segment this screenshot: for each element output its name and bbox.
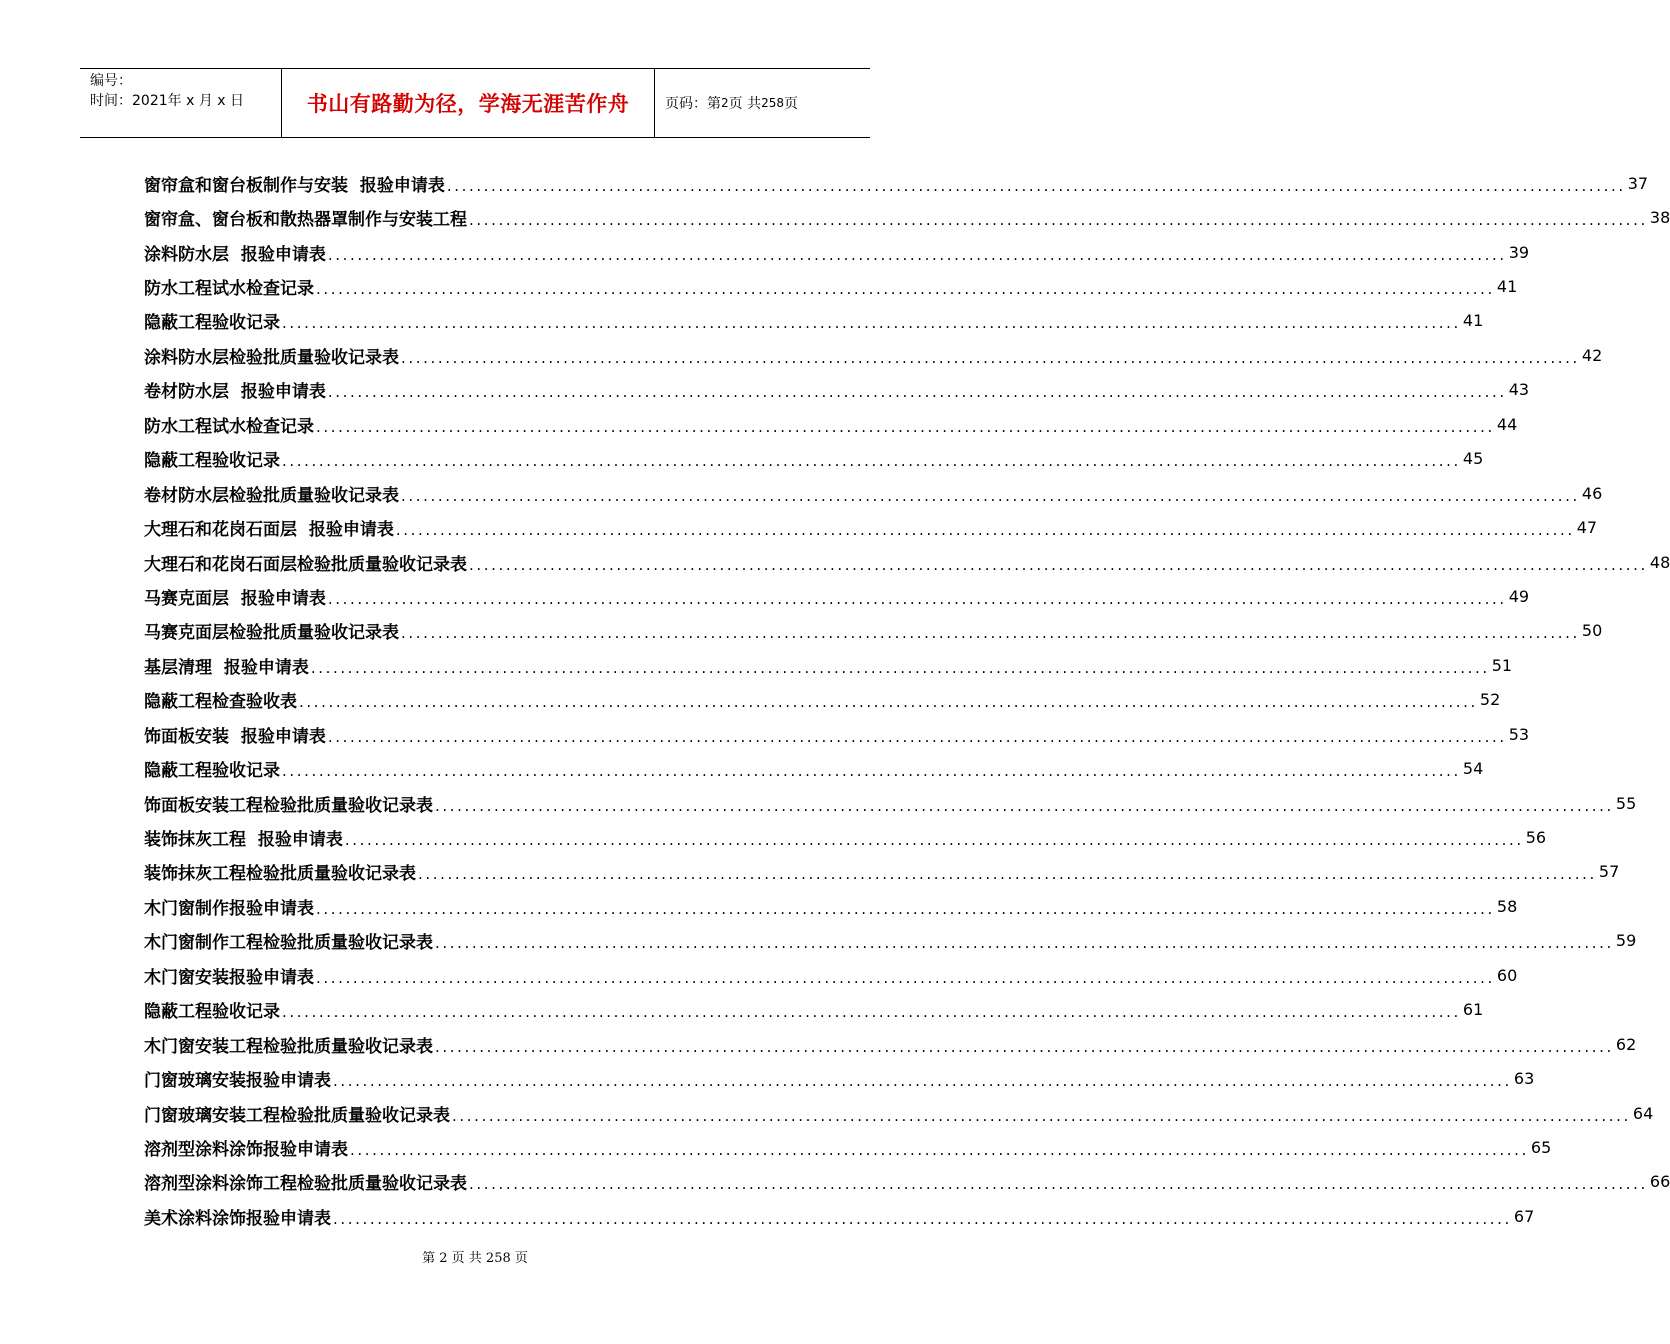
date-year: 2021 [132, 93, 168, 109]
toc-dot-leader: ................................................................................................................................................................ [350, 1140, 1529, 1159]
toc-dot-leader: ................................................................................................................................................................ [401, 486, 1580, 505]
toc-entry-page-number: 50 [1581, 621, 1603, 641]
toc-dot-leader: ................................................................................................................................................................ [333, 1072, 1512, 1091]
toc-dot-leader: ................................................................................................................................................................ [282, 1003, 1461, 1022]
header-page-info [655, 69, 870, 137]
toc-entry-page-number: 37 [1627, 173, 1649, 193]
toc-entry[interactable] [144, 958, 1518, 992]
toc-entry-page-number: 55 [1615, 793, 1637, 813]
toc-dot-leader: ................................................................................................................................................................ [327, 245, 1507, 264]
toc-dot-leader: ................................................................................................................................................................ [310, 658, 1490, 677]
toc-dot-leader: ................................................................................................................................................................ [316, 417, 1495, 436]
toc-entry-page-number: 41 [1496, 277, 1518, 297]
toc-entry[interactable] [144, 614, 1603, 648]
toc-dot-leader: ................................................................................................................................................................ [282, 452, 1461, 471]
header-meta [80, 69, 282, 137]
toc-entry-page-number: 54 [1462, 759, 1484, 779]
document-date [90, 91, 281, 111]
toc-dot-leader: ................................................................................................................................................................ [316, 968, 1495, 987]
page-current: 2 [721, 96, 729, 110]
toc-entry-title: 卷材防水层 报验申请表 [144, 382, 326, 403]
toc-entry-title: 隐蔽工程验收记录 [144, 761, 280, 782]
toc-entry-page-number: 46 [1581, 483, 1603, 503]
toc-dot-leader: ................................................................................................................................................................ [401, 348, 1580, 367]
page-mid: 页 共 [728, 96, 762, 112]
toc-dot-leader: ................................................................................................................................................................ [327, 727, 1507, 746]
toc-entry-page-number: 49 [1508, 586, 1530, 606]
toc-entry-title: 大理石和花岗石面层检验批质量验收记录表 [144, 554, 467, 575]
page-footer: 第 2 页 共 258 页 [422, 1251, 528, 1266]
toc-entry-page-number: 56 [1525, 828, 1547, 848]
toc-entry-page-number: 48 [1649, 552, 1670, 572]
toc-entry[interactable] [144, 510, 1598, 544]
toc-entry-title: 隐蔽工程验收记录 [144, 1002, 280, 1023]
toc-dot-leader: ................................................................................................................................................................ [327, 589, 1507, 608]
date-prefix: 时间： [90, 93, 132, 109]
toc-entry[interactable] [144, 1027, 1637, 1061]
toc-entry-title: 木门窗安装报验申请表 [144, 967, 314, 988]
toc-entry[interactable] [144, 166, 1649, 200]
toc-entry[interactable] [144, 786, 1637, 820]
toc-entry-page-number: 42 [1581, 345, 1603, 365]
toc-entry-title: 涂料防水层 报验申请表 [144, 244, 326, 265]
toc-dot-leader: ................................................................................................................................................................ [446, 176, 1626, 195]
toc-entry[interactable] [144, 889, 1518, 923]
toc-entry-title: 门窗玻璃安装报验申请表 [144, 1071, 331, 1092]
toc-dot-leader: ................................................................................................................................................................ [418, 865, 1597, 884]
toc-entry-page-number: 45 [1462, 449, 1484, 469]
toc-dot-leader: ................................................................................................................................................................ [435, 934, 1614, 953]
toc-entry-page-number: 63 [1513, 1069, 1535, 1089]
toc-entry-title: 美术涂料涂饰报验申请表 [144, 1208, 331, 1229]
table-of-contents [144, 166, 1670, 1234]
toc-entry-page-number: 61 [1462, 1000, 1484, 1020]
toc-entry-title: 防水工程试水检查记录 [144, 279, 314, 300]
toc-dot-leader: ................................................................................................................................................................ [316, 280, 1495, 299]
toc-dot-leader: ................................................................................................................................................................ [452, 1106, 1631, 1125]
toc-entry-page-number: 52 [1479, 690, 1501, 710]
toc-entry-title: 木门窗制作报验申请表 [144, 898, 314, 919]
toc-dot-leader: ................................................................................................................................................................ [395, 521, 1575, 540]
toc-entry[interactable] [144, 545, 1670, 579]
toc-entry[interactable] [144, 1165, 1670, 1199]
toc-entry-page-number: 44 [1496, 414, 1518, 434]
toc-entry[interactable] [144, 304, 1484, 338]
toc-entry-title: 溶剂型涂料涂饰工程检验批质量验收记录表 [144, 1174, 467, 1195]
toc-entry[interactable] [144, 338, 1603, 372]
toc-entry-page-number: 53 [1508, 724, 1530, 744]
toc-dot-leader: ................................................................................................................................................................ [435, 796, 1614, 815]
toc-entry[interactable] [144, 648, 1513, 682]
toc-entry-title: 饰面板安装工程检验批质量验收记录表 [144, 795, 433, 816]
toc-entry-title: 防水工程试水检查记录 [144, 416, 314, 437]
toc-dot-leader: ................................................................................................................................................................ [333, 1209, 1512, 1228]
toc-entry-page-number: 64 [1632, 1103, 1654, 1123]
toc-entry-page-number: 62 [1615, 1034, 1637, 1054]
toc-dot-leader: ................................................................................................................................................................ [401, 624, 1580, 643]
toc-entry-title: 木门窗安装工程检验批质量验收记录表 [144, 1036, 433, 1057]
toc-entry-title: 装饰抹灰工程 报验申请表 [144, 830, 343, 851]
toc-entry-title: 溶剂型涂料涂饰报验申请表 [144, 1139, 348, 1160]
toc-entry-title: 饰面板安装 报验申请表 [144, 726, 326, 747]
toc-entry[interactable] [144, 442, 1484, 476]
toc-entry-title: 大理石和花岗石面层 报验申请表 [144, 520, 394, 541]
toc-entry-title: 装饰抹灰工程检验批质量验收记录表 [144, 864, 416, 885]
toc-entry[interactable] [144, 407, 1518, 441]
toc-entry[interactable] [144, 579, 1530, 613]
toc-entry-page-number: 65 [1530, 1137, 1552, 1157]
toc-entry-page-number: 51 [1491, 655, 1513, 675]
toc-entry-title: 木门窗制作工程检验批质量验收记录表 [144, 933, 433, 954]
date-rest: 年 x 月 x 日 [167, 93, 245, 109]
toc-entry-page-number: 43 [1508, 380, 1530, 400]
toc-entry-page-number: 60 [1496, 965, 1518, 985]
toc-entry-title: 门窗玻璃安装工程检验批质量验收记录表 [144, 1105, 450, 1126]
toc-dot-leader: ................................................................................................................................................................ [316, 899, 1495, 918]
toc-dot-leader: ................................................................................................................................................................ [435, 1037, 1614, 1056]
toc-dot-leader: ................................................................................................................................................................ [282, 762, 1461, 781]
toc-entry-page-number: 39 [1508, 242, 1530, 262]
toc-entry-page-number: 66 [1649, 1172, 1670, 1192]
toc-entry-title: 窗帘盒、窗台板和散热器罩制作与安装工程 [144, 210, 467, 231]
toc-entry[interactable] [144, 200, 1670, 234]
toc-entry[interactable] [144, 1199, 1535, 1233]
toc-entry-title: 隐蔽工程验收记录 [144, 451, 280, 472]
toc-entry-title: 隐蔽工程检查验收表 [144, 692, 297, 713]
toc-dot-leader: ................................................................................................................................................................ [469, 1175, 1648, 1194]
toc-dot-leader: ................................................................................................................................................................ [344, 831, 1524, 850]
toc-entry-title: 基层清理 报验申请表 [144, 657, 309, 678]
toc-entry-page-number: 67 [1513, 1206, 1535, 1226]
toc-entry[interactable] [144, 717, 1530, 751]
toc-entry-title: 马赛克面层检验批质量验收记录表 [144, 623, 399, 644]
toc-dot-leader: ................................................................................................................................................................ [299, 693, 1478, 712]
toc-entry[interactable] [144, 993, 1484, 1027]
toc-dot-leader: ................................................................................................................................................................ [327, 383, 1507, 402]
toc-entry-page-number: 41 [1462, 311, 1484, 331]
toc-entry-page-number: 57 [1598, 862, 1620, 882]
toc-entry-page-number: 38 [1649, 208, 1670, 228]
toc-dot-leader: ................................................................................................................................................................ [282, 314, 1461, 333]
toc-dot-leader: ................................................................................................................................................................ [469, 211, 1648, 230]
document-number-label: 编号： [90, 73, 132, 89]
toc-entry-title: 涂料防水层检验批质量验收记录表 [144, 347, 399, 368]
toc-entry[interactable] [144, 855, 1620, 889]
toc-dot-leader: ................................................................................................................................................................ [469, 555, 1648, 574]
toc-entry[interactable] [144, 1061, 1535, 1095]
toc-entry-title: 窗帘盒和窗台板制作与安装 报验申请表 [144, 175, 445, 196]
toc-entry[interactable] [144, 820, 1547, 854]
toc-entry[interactable] [144, 1130, 1552, 1164]
page-total: 258 [761, 96, 784, 110]
toc-entry-page-number: 59 [1615, 931, 1637, 951]
toc-entry[interactable] [144, 476, 1603, 510]
toc-entry[interactable] [144, 235, 1530, 269]
toc-entry-page-number: 58 [1496, 896, 1518, 916]
toc-entry[interactable] [144, 1096, 1654, 1130]
toc-entry-title: 卷材防水层检验批质量验收记录表 [144, 485, 399, 506]
toc-entry[interactable] [144, 373, 1530, 407]
toc-entry-page-number: 47 [1576, 518, 1598, 538]
toc-entry[interactable] [144, 683, 1501, 717]
page-label: 页码：第 [665, 96, 721, 112]
toc-entry[interactable] [144, 924, 1637, 958]
toc-entry-title: 隐蔽工程验收记录 [144, 313, 280, 334]
toc-entry[interactable] [144, 751, 1484, 785]
page-header [80, 68, 870, 138]
toc-entry[interactable] [144, 269, 1518, 303]
header-motto: 书山有路勤为径，学海无涯苦作舟 [282, 69, 655, 137]
toc-entry-title: 马赛克面层 报验申请表 [144, 588, 326, 609]
page-suffix: 页 [784, 96, 798, 112]
